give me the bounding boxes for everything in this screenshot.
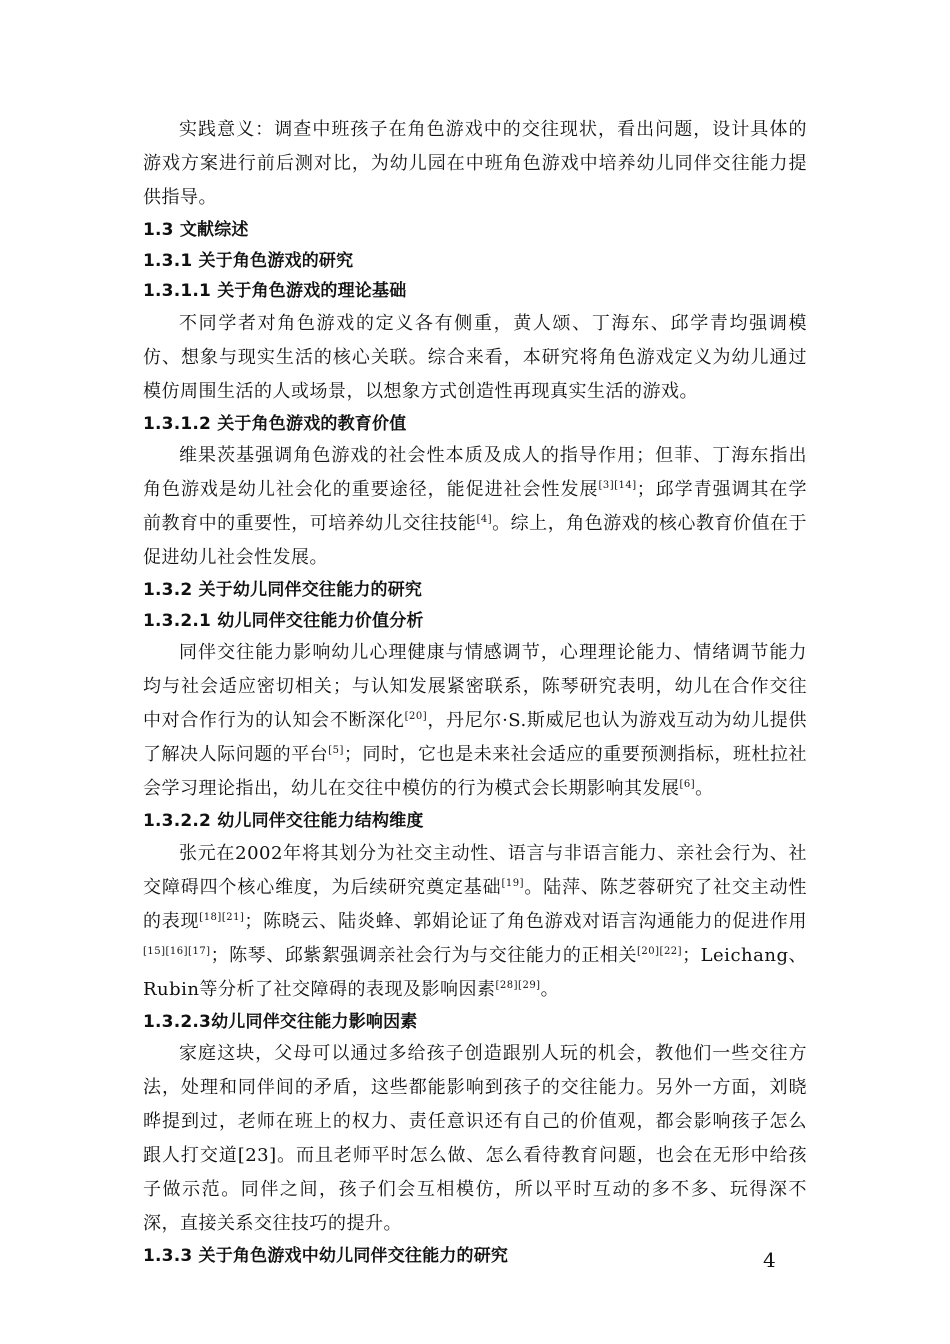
text-segment: ；陈琴、邱紫絮强调亲社会行为与交往能力的正相关 xyxy=(210,944,638,966)
text-segment: 。综上，角色游戏的核心教育价值在于促进幼儿社会性发展。 xyxy=(143,513,808,568)
heading-1-3-3: 1.3.3 关于角色游戏中幼儿同伴交往能力的研究 xyxy=(143,1246,509,1266)
paragraph-influencing-factors: 家庭这块，父母可以通过多给孩子创造跟别人玩的机会，教他们一些交往方法，处理和同伴间的矛盾，这些都能影响到孩子的交往能力。另外一方面，刘晓晔提到过，老师在班上的权力、责任意识还有自己的价值观，都会影响孩子怎么跟人打交道[23]。而且老师平时怎么做、怎么看待教育问题，也会在无形中给孩子做示范。同伴之间，孩子们会互相模仿，所以平时互动的多不多、玩得深不深，直接关系交往技巧的提升。 xyxy=(143,1043,807,1234)
text-segment: 同伴交往能力影响幼儿心理健康与情感调节，心理理论能力、情绪调节能力均与社会适应密切相关；与认知发展紧密联系，陈琴研究表明，幼儿在合作交往中对合作行为的认知会不断深化 xyxy=(143,642,807,731)
page-number: 4 xyxy=(763,1248,776,1272)
paragraph-value-analysis xyxy=(143,636,807,806)
heading-1-3-1-2: 1.3.1.2 关于角色游戏的教育价值 xyxy=(143,413,407,434)
text-segment: ，丹尼尔·S.斯威尼也认为游戏互动为幼儿提供了解决人际问题的平台 xyxy=(143,710,807,765)
paragraph-educational-value xyxy=(143,439,807,575)
citation: [19] xyxy=(501,877,524,889)
text-segment: 。 xyxy=(695,778,714,799)
text-segment: 张元在2002年将其划分为社交主动性、语言与非语言能力、亲社会行为、社交障碍四个核心维度，为后续研究奠定基础 xyxy=(143,842,807,898)
paragraph-structure-dimensions xyxy=(143,837,807,1007)
heading-1-3-2-1: 1.3.2.1 幼儿同伴交往能力价值分析 xyxy=(143,610,424,631)
citation: [20] xyxy=(404,711,428,722)
heading-1-3-1-1: 1.3.1.1 关于角色游戏的理论基础 xyxy=(143,281,407,301)
paragraph-role-play-definition: 不同学者对角色游戏的定义各有侧重，黄人颂、丁海东、邱学青均强调模仿、想象与现实生活的核心关联。综合来看，本研究将角色游戏定义为幼儿通过模仿周围生活的人或场景，以想象方式创造性再现真实生活的游戏。 xyxy=(143,312,807,402)
citation: [20][22] xyxy=(637,945,683,957)
text-segment: ；邱学青强调其在学前教育中的重要性，可培养幼儿交往技能 xyxy=(143,479,808,534)
text-segment: ；同时，它也是未来社会适应的重要预测指标，班杜拉社会学习理论指出，幼儿在交往中模仿的行为模式会长期影响其发展 xyxy=(143,744,808,799)
citation: [4] xyxy=(476,514,493,525)
heading-1-3: 1.3 文献综述 xyxy=(143,220,249,240)
text-segment: ；陈晓云、陆炎蜂、郭娟论证了角色游戏对语言沟通能力的促进作用 xyxy=(244,910,808,932)
citation: [18][21] xyxy=(199,911,245,923)
citation: [15][16][17] xyxy=(143,945,211,957)
citation: [3][14] xyxy=(598,480,637,491)
citation: [6] xyxy=(679,779,696,790)
text-segment: 。陆萍、陈芝蓉研究了社交主动性的表现 xyxy=(143,876,807,932)
heading-1-3-1: 1.3.1 关于角色游戏的研究 xyxy=(143,250,354,271)
heading-1-3-2-3: 1.3.2.3幼儿同伴交往能力影响因素 xyxy=(143,1011,418,1032)
paragraph-practical-significance: 实践意义：调查中班孩子在角色游戏中的交往现状，看出问题，设计具体的游戏方案进行前后测对比，为幼儿园在中班角色游戏中培养幼儿同伴交往能力提供指导。 xyxy=(143,119,807,208)
document-page xyxy=(143,113,807,1272)
citation: [5] xyxy=(328,745,344,756)
text-segment: ；Leichang、Rubin等分析了社交障碍的表现及影响因素 xyxy=(143,944,808,1000)
citation: [28][29] xyxy=(495,979,541,991)
heading-1-3-2-2: 1.3.2.2 幼儿同伴交往能力结构维度 xyxy=(143,811,424,831)
heading-1-3-2: 1.3.2 关于幼儿同伴交往能力的研究 xyxy=(143,580,423,600)
text-segment: 维果茨基强调角色游戏的社会性本质及成人的指导作用；但菲、丁海东指出角色游戏是幼儿社会化的重要途径，能促进社会性发展 xyxy=(143,445,807,500)
text-segment: 。 xyxy=(540,978,560,1000)
